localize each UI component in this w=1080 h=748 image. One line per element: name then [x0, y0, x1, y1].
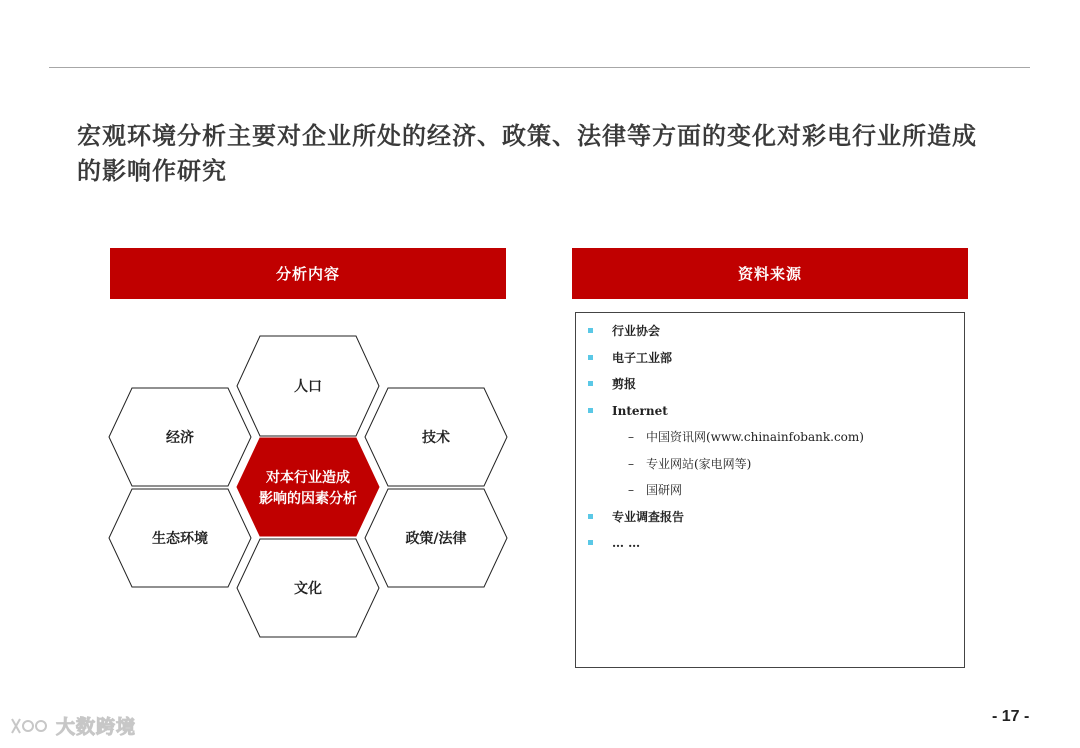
- bullet-icon: [588, 408, 593, 413]
- source-subitem-label: 中国资讯网(www.chinainfobank.com): [646, 430, 864, 444]
- watermark-text: 大数跨境: [56, 716, 137, 738]
- slide-headline: 宏观环境分析主要对企业所处的经济、政策、法律等方面的变化对彩电行业所造成的影响作研究: [77, 121, 977, 185]
- data-sources-header: 资料来源: [572, 248, 968, 299]
- hexagon-lower-right: [365, 489, 507, 587]
- bullet-icon: [588, 381, 593, 386]
- hexagon-upper-right: [365, 388, 507, 486]
- source-item-label: 专业调查报告: [612, 509, 685, 524]
- source-subitem-label: 国研网: [646, 483, 683, 497]
- factor-hexagon-diagram: [100, 330, 520, 645]
- hexagon-top-label: 人口: [294, 379, 322, 395]
- dash-icon: –: [628, 430, 634, 444]
- source-item-survey-reports: [576, 507, 964, 534]
- hexagon-bottom: [237, 539, 379, 637]
- source-subitem-label: 专业网站(家电网等): [646, 456, 752, 471]
- hexagon-upper-left-label: 经济: [166, 430, 194, 446]
- source-item-label: … …: [612, 536, 641, 550]
- hexagon-lower-right-label: 政策/法律: [405, 531, 467, 547]
- source-item-internet: [576, 401, 964, 428]
- hexagon-bottom-label: 文化: [294, 581, 322, 597]
- source-item-ellipsis: [576, 533, 964, 560]
- bullet-icon: [588, 355, 593, 360]
- source-item-industry-association: [576, 321, 964, 348]
- hexagon-lower-left: [109, 489, 251, 587]
- dash-icon: –: [628, 483, 634, 497]
- hexagon-upper-left: [109, 388, 251, 486]
- source-item-label: 剪报: [612, 377, 637, 391]
- source-item-electronics-ministry: [576, 348, 964, 375]
- source-item-label: Internet: [612, 403, 668, 418]
- source-item-label: 电子工业部: [612, 350, 673, 365]
- hexagon-upper-right-label: 技术: [422, 430, 450, 446]
- hexagon-top: [237, 336, 379, 436]
- source-subitem-professional-sites: [576, 454, 964, 481]
- data-sources-box: [575, 312, 965, 668]
- hexagon-center: [237, 438, 379, 536]
- watermark-logo-icon: [8, 713, 52, 739]
- top-divider: [49, 67, 1030, 68]
- data-sources-list: [576, 321, 964, 560]
- source-subitem-chinainfobank: [576, 427, 964, 454]
- source-item-label: 行业协会: [612, 324, 661, 338]
- source-item-clippings: [576, 374, 964, 401]
- bullet-icon: [588, 514, 593, 519]
- hexagon-lower-left-label: 生态环境: [152, 531, 208, 547]
- dash-icon: –: [628, 456, 634, 471]
- analysis-content-header: 分析内容: [110, 248, 506, 299]
- source-subitem-drcnet: [576, 480, 964, 507]
- bullet-icon: [588, 540, 593, 545]
- page-number: - 17 -: [992, 708, 1030, 725]
- bullet-icon: [588, 328, 593, 333]
- hexagon-center-label-line2: 影响的因素分析: [259, 491, 357, 507]
- hexagon-center-label-line1: 对本行业造成: [266, 470, 350, 486]
- watermark: [8, 712, 136, 739]
